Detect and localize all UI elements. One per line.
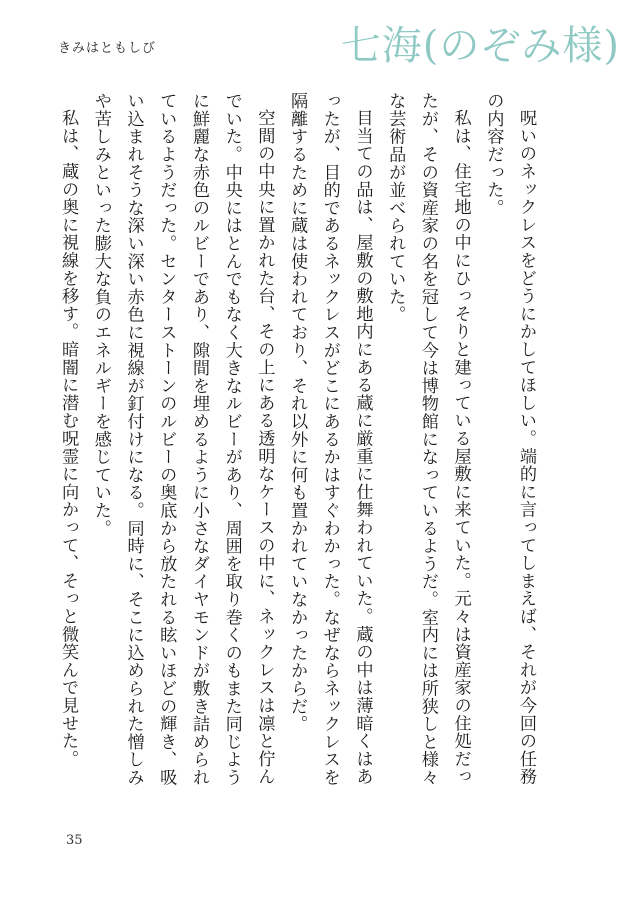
running-header: きみはともしび — [58, 41, 157, 56]
paragraph: 私は、住宅地の中にひっそりと建っている屋敷に来ていた。元々は資産家の住処だったが、その資産家の名を冠して今は博物館になっているようだ。室内には所狭しと様々な芸術品が並べられていた。 — [385, 92, 471, 787]
paragraph: 私は、蔵の奥に視線を移す。暗闇に潜む呪霊に向かって、そっと微笑んで見せた。 — [58, 109, 79, 768]
chapter-title: 七海(のぞみ様) — [340, 23, 620, 69]
paragraph: 空間の中央に置かれた台、その上にある透明なケースの中に、ネックレスは凛と佇んでいた。中央にはとんでもなく大きなルビーがあり、周囲を取り巻くのもまた同じように鮮麗な赤色のルビーであり、隙間を埋めるように小さなダイヤモンドが敷き詰められているようだった。センターストーンのルビーの奥底から放たれる眩いほどの輝き、吸い込まれそうな深い深い赤色に視線が釘付けになる。同時に、そこに込められた憎しみや苦しみといった膨大な負のエネルギーを感じていた。 — [90, 92, 275, 787]
paragraph: 呪いのネックレスをどうにかしてほしい。端的に言ってしまえば、それが今回の任務の内容だった。 — [483, 92, 536, 786]
page-number: 35 — [66, 833, 83, 848]
body-text — [58, 92, 542, 792]
paragraph: 目当ての品は、屋敷の敷地内にある蔵に厳重に仕舞われていた。蔵の中は薄暗くはあったが、目的であるネックレスがどこにあるかはすぐわかった。なぜならネックレスを隔離するために蔵は使われており、それ以外に何も置かれていなかったからだ。 — [287, 92, 373, 787]
